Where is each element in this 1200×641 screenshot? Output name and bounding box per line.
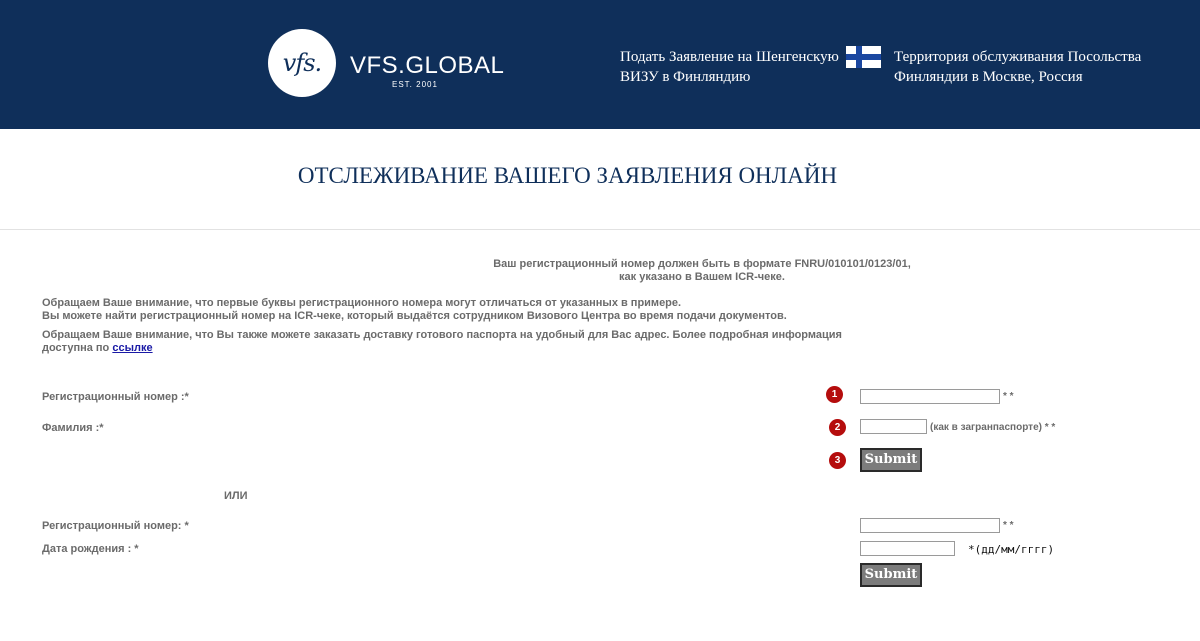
or-separator: ИЛИ <box>224 490 248 502</box>
page-title: ОТСЛЕЖИВАНИЕ ВАШЕГО ЗАЯВЛЕНИЯ ОНЛАЙН <box>297 163 838 188</box>
step-marker-3: 3 <box>829 452 846 469</box>
note-reg-number <box>42 297 787 323</box>
reg-number-label: Регистрационный номер :* <box>42 391 189 403</box>
header-bar <box>0 0 1200 129</box>
dob-input[interactable] <box>860 541 955 556</box>
dob-label: Дата рождения : * <box>42 543 139 555</box>
note1-line-1: Обращаем Ваше внимание, что первые буквы регистрационного номера могут отличаться от указанных в примере. <box>42 297 682 309</box>
format-line-1: Ваш регистрационный номер должен быть в формате FNRU/010101/0123/01, <box>493 258 911 270</box>
submit-button-2[interactable]: Submit <box>860 563 922 587</box>
dob-format-note: *(дд/мм/гггг) <box>968 543 1055 556</box>
finland-flag-icon <box>846 46 881 68</box>
apply-line-1: Подать Заявление на Шенгенскую <box>620 49 839 65</box>
note2-line-1: Обращаем Ваше внимание, что Вы также можете заказать доставку готового паспорта на удобный для Вас адрес. Более подробная информация <box>42 329 842 341</box>
reg-number-label-2: Регистрационный номер: * <box>42 520 189 532</box>
territory-line-2: Финляндии в Москве, Россия <box>894 69 1083 85</box>
note2-prefix: доступна по <box>42 342 110 354</box>
divider <box>0 229 1200 230</box>
logo-mark: vfs. <box>282 49 322 77</box>
vfs-logo-icon[interactable] <box>268 29 336 97</box>
reg-number-note: * * <box>1003 391 1014 402</box>
apply-line-2: ВИЗУ в Финляндию <box>620 69 751 85</box>
surname-label: Фамилия :* <box>42 422 104 434</box>
submit-button-1[interactable]: Submit <box>860 448 922 472</box>
logo-name: VFS.GLOBAL <box>350 52 505 79</box>
territory-line-1: Территория обслуживания Посольства <box>894 49 1142 65</box>
format-line-2: как указано в Вашем ICR-чеке. <box>619 271 785 283</box>
reg-number-input-2[interactable] <box>860 518 1000 533</box>
format-info <box>0 258 1200 284</box>
logo-est: EST. 2001 <box>392 80 438 89</box>
step-marker-1: 1 <box>826 386 843 403</box>
reg-number-input[interactable] <box>860 389 1000 404</box>
reg-number-note-2: * * <box>1003 520 1014 531</box>
note-delivery <box>42 329 842 355</box>
note1-line-2: Вы можете найти регистрационный номер на ICR-чеке, который выдаётся сотрудником Визового Центра во время подачи документов. <box>42 310 787 322</box>
delivery-info-link[interactable]: ссылке <box>112 342 153 354</box>
apply-visa-link[interactable] <box>620 47 839 87</box>
territory-text <box>894 47 1141 87</box>
step-marker-2: 2 <box>829 419 846 436</box>
surname-note: (как в загранпаспорте) * * <box>930 422 1056 433</box>
surname-input[interactable] <box>860 419 927 434</box>
